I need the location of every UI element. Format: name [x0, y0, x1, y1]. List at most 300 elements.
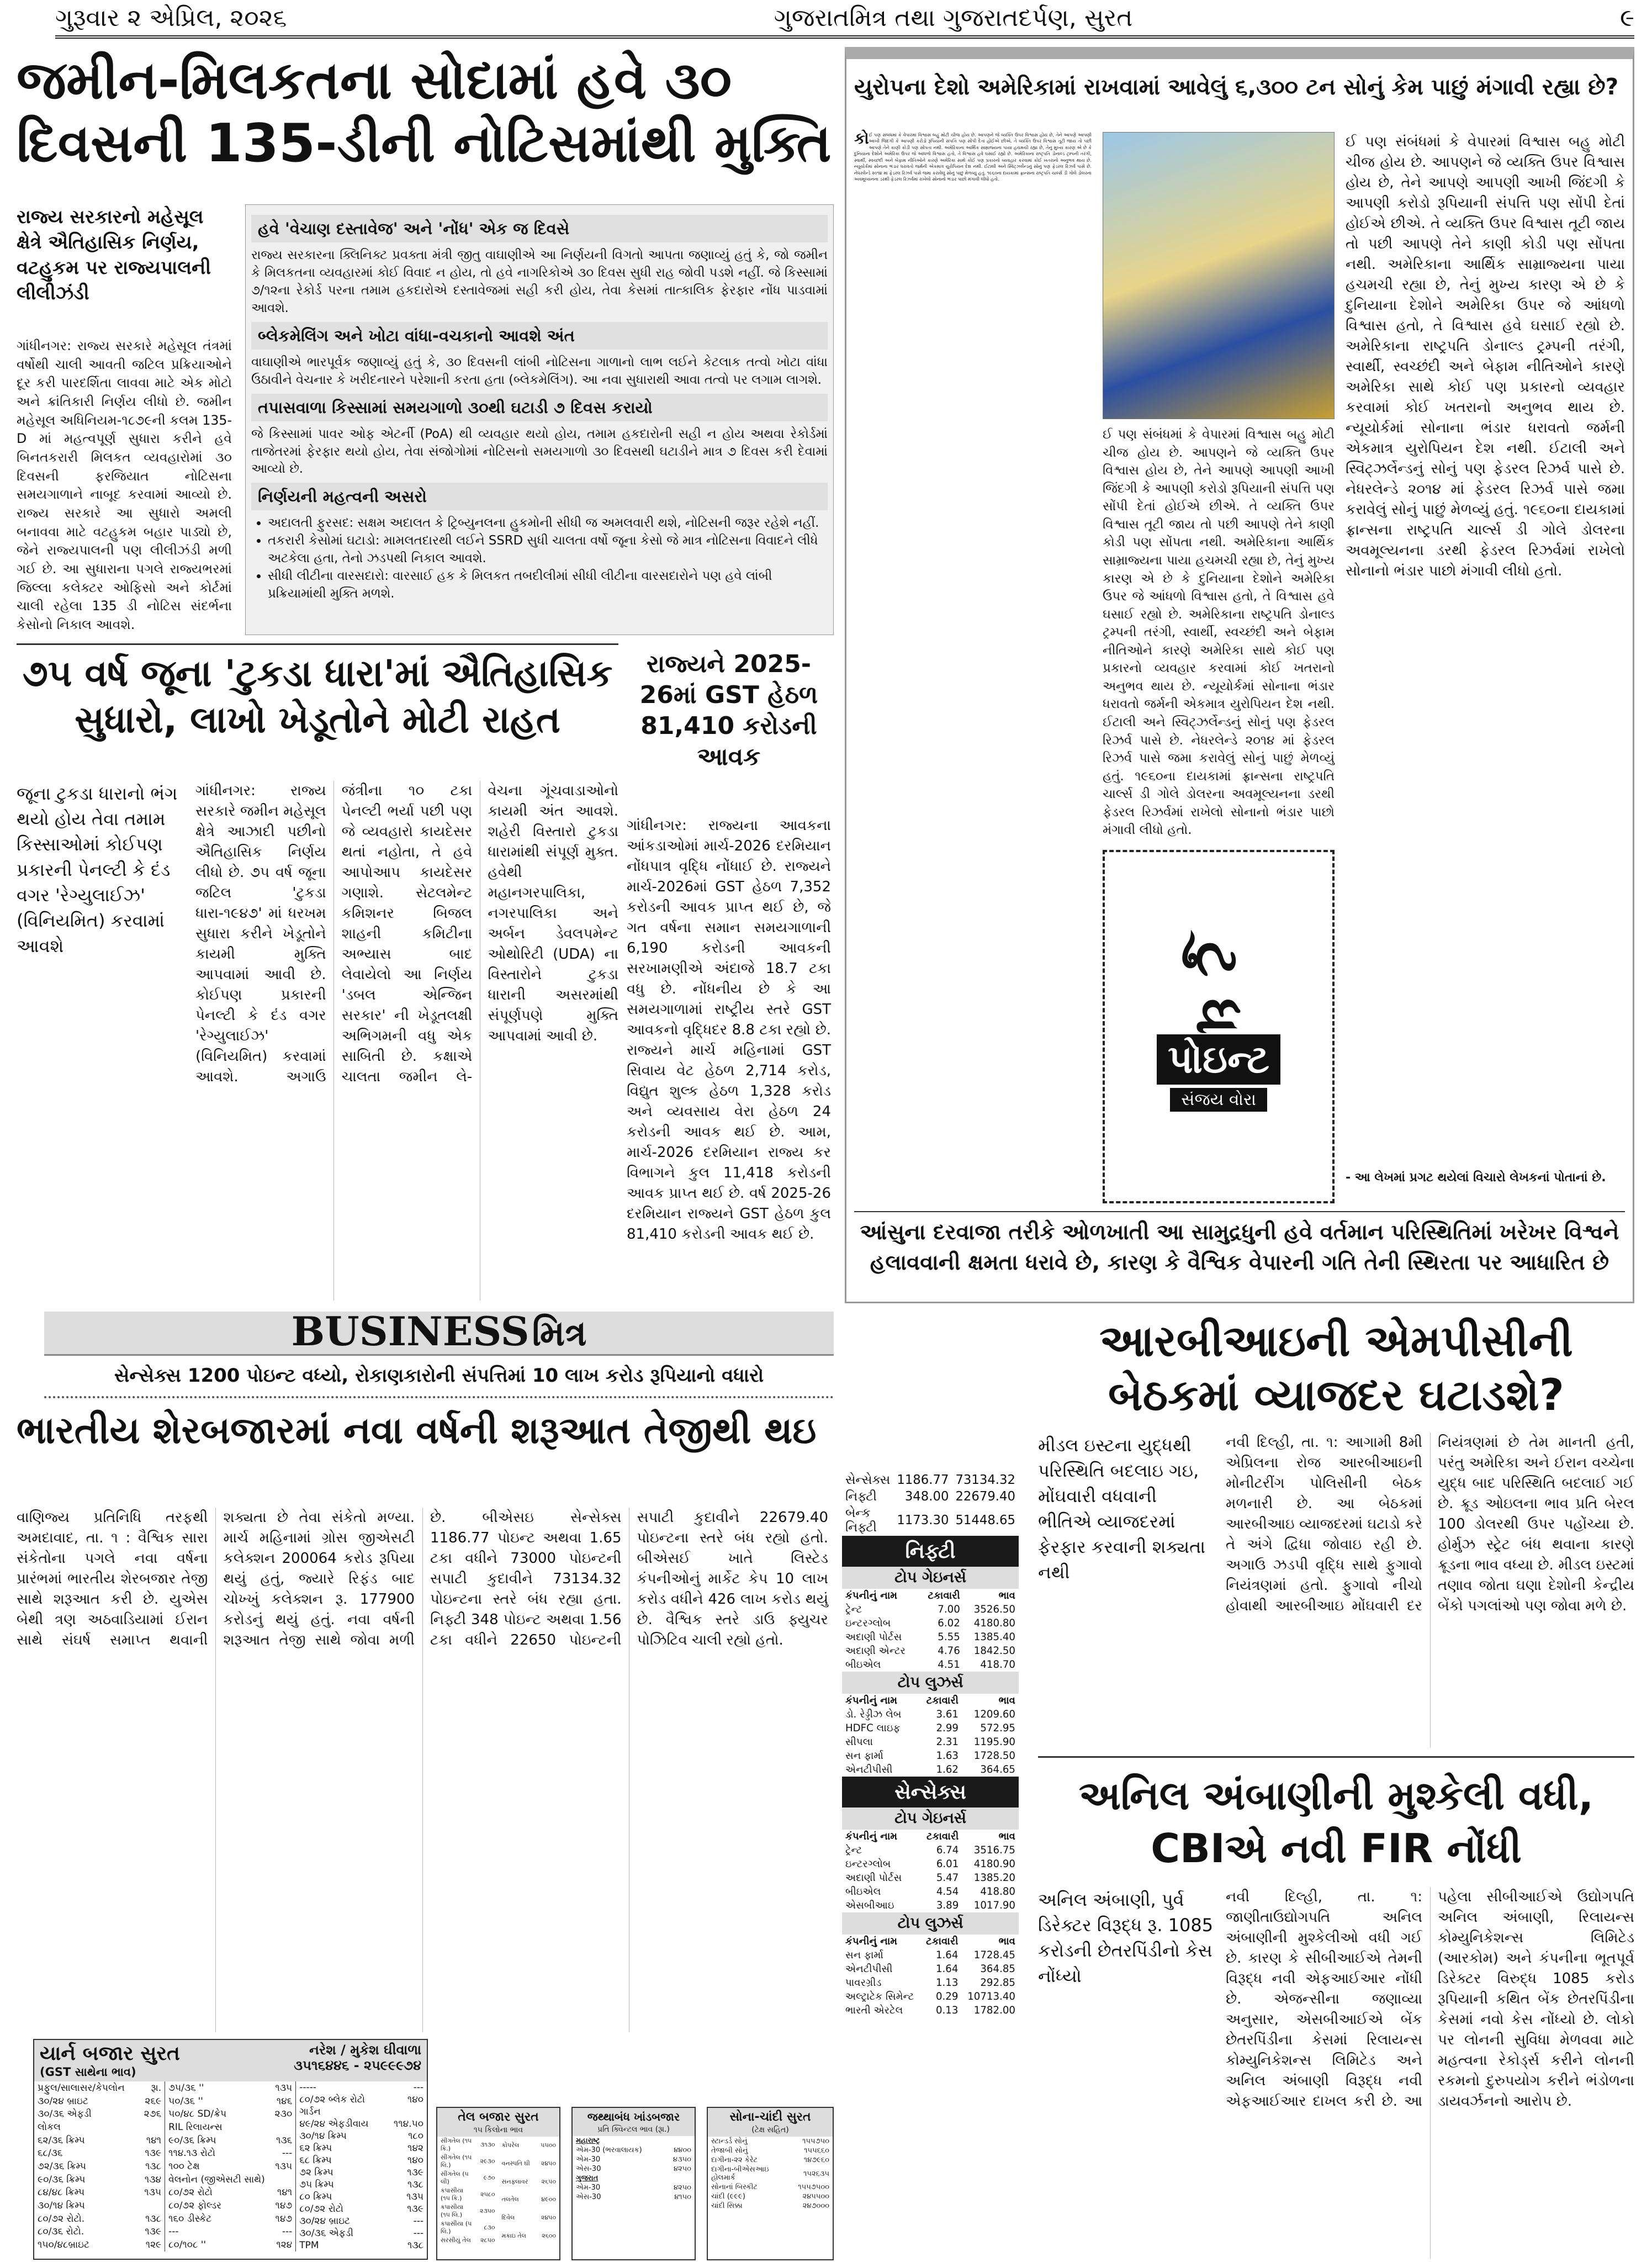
- gainers-header: ટોપ ગેઇનર્સ: [842, 1808, 1019, 1830]
- table-row: [165, 2238, 296, 2252]
- row-label: સીંગતેલ (૧૫ લિ.): [441, 2154, 472, 2169]
- row-value: ૮૩૦: [484, 2224, 495, 2231]
- row-value: ૧૩૬: [276, 2134, 293, 2146]
- row-value: 418.70: [980, 1659, 1015, 1671]
- row-label: સેન્સેક્સ: [845, 1473, 891, 1487]
- row-label: ૯૦/૩૬ ક્રિમ્પ: [168, 2134, 216, 2146]
- row-value: 4.51: [938, 1659, 960, 1671]
- row-value: ૧૩૫: [144, 2187, 162, 2198]
- row-label: ટ્રેન્ટ: [845, 1604, 862, 1615]
- table-row: [34, 2147, 165, 2160]
- row-label: સન ફાર્મા: [845, 1949, 883, 1961]
- row-label: ૬૨/૩૬ ક્રિમ્પ: [38, 2134, 85, 2146]
- table-row: [842, 1505, 1019, 1536]
- row-label: ---: [168, 2226, 179, 2238]
- row-label: ૮૦/૭૨ ફોલ્ડર: [168, 2200, 221, 2212]
- headline: [1038, 1314, 1634, 1425]
- row-label: ૫૦/૪૮ SD/ક્રેપ: [168, 2108, 227, 2120]
- row-value: 1782.00: [973, 2005, 1015, 2016]
- table-row: [842, 1658, 1019, 1672]
- row-value: [138, 2121, 165, 2134]
- row-label: નિફ્ટી: [845, 1489, 877, 1504]
- business-masthead: [44, 1308, 834, 1356]
- contact-phone: ૩૫૧૬૪૪૬ - ૨૫૯૯૯૭૪: [294, 2058, 421, 2073]
- row-value: ૧૫૨૬૩૫: [803, 2169, 829, 2178]
- row-value: ૨૪૫૫૦૦: [802, 2192, 829, 2201]
- row-value: 1.64: [935, 1949, 959, 1961]
- table-row: [437, 2203, 499, 2219]
- row-value: ૧૪૦: [407, 2094, 423, 2105]
- table-row: [34, 2107, 165, 2121]
- table-row: [842, 1630, 1019, 1644]
- row-value: ૪૨૫૦: [673, 2184, 691, 2192]
- row-value: ૫૫૦૦: [541, 2142, 556, 2149]
- table-row: [842, 1899, 1019, 1912]
- table-row: [296, 2239, 427, 2252]
- table-row: [296, 2106, 427, 2118]
- row-value: 1.64: [935, 1963, 959, 1975]
- row-value: ૧૨૯: [145, 2239, 162, 2251]
- effects-list: [251, 515, 828, 603]
- table-row: [296, 2227, 427, 2239]
- table-row: [573, 2183, 695, 2192]
- sidebar-text: જે કિસ્સામાં પાવર ઓફ એટર્ની (PoA) થી વ્યવહાર થયો હોય, તમામ હકદારોની સહી ન હોય અથવા રેકોર્ડમાં તાજેતરમાં ફેરફાર થયો હોય, તેવા સંજોગોમાં નોટિસનો સમયગાળો ૩૦ દિવસથી ઘટાડીને માત્ર ૭ દિવસ કરી દેવામાં આવ્યો છે.: [251, 426, 828, 477]
- row-label: કપાસીયા (૧૫ કિ.): [441, 2187, 464, 2202]
- author-name: સંજય વોરા: [1170, 1088, 1267, 1112]
- losers-header: ટોપ લુઝર્સ: [842, 1672, 1019, 1694]
- table-row: [296, 2203, 427, 2215]
- business-headline: [17, 1405, 834, 1499]
- story-body: નવી દિલ્હી, તા. ૧: જાણીતાઉદ્યોગપતિ અનિલ અંબાણીની મુશ્કેલીઓ વધી ગઈ છે. કારણ કે સીબીઆઈએ તેમની વિરૂદ્ધ નવી એફઆઈઆર નોંધી છે. એજન્સીના જણાવ્યા અનુસાર, એસબીઆઈએ બેંક છેતરપિંડીના કેસમાં રિલાયન્સ કોમ્યુનિકેશન્સ લિમિટેડ અને અનિલ અંબાણી વિરૂદ્ધ નવી એફઆઈઆર દાખલ કરી છે. આ પહેલા સીબીઆઈએ ઉદ્યોગપતિ અનિલ અંબાણી, રિલાયન્સ કોમ્યુનિકેશન્સ લિમિટેડ (આરકોમ) અને કંપનીના ભૂતપૂર્વ ડિરેક્ટર વિરુદ્ધ 1085 કરોડ રૂપિયાની કથિત બેંક છેતરપિંડીના કેસમાં નવો કેસ નોંધ્યો છે. લોકો પર લોનની સુવિધા મેળવવા માટે મહત્વના રેકોર્ડ્સ કરીને લોનની રકમનો દુરુપયોગ કરીને ભંડોળના ડાયવર્ઝનનો આરોપ છે.: [1226, 1889, 1634, 2110]
- row-value: 6.74: [936, 1845, 959, 1856]
- row-value: 4180.90: [973, 1858, 1015, 1870]
- row-value: 1173.30: [897, 1513, 949, 1528]
- row-label: પાવરગ્રીડ: [845, 1977, 882, 1989]
- row-value: [384, 2106, 427, 2118]
- row-label: ૯૦/૩૬ ક્રિમ્પ: [38, 2174, 86, 2185]
- group-row: [573, 2174, 695, 2183]
- row-value: ---: [282, 2148, 293, 2159]
- row-value: 3516.75: [973, 1845, 1015, 1856]
- table-subtitle: ૧૫ કિલોના ભાવ: [473, 2126, 523, 2134]
- row-label: ૧૫૦/૪૮બ્રાઇટ: [38, 2239, 89, 2251]
- table-subtitle: (ટેક્ષ સહિત): [751, 2126, 789, 2134]
- row-label: અદાણી એન્ટર: [845, 1645, 906, 1657]
- row-value: 2.31: [936, 1736, 959, 1748]
- row-value: ૧૮૦: [408, 2131, 423, 2142]
- headline-line: બેઠકમાં વ્યાજદર ઘટાડશે?: [1108, 1371, 1564, 1420]
- row-label: સીંગતેલ (૧૫ કિ.): [441, 2137, 472, 2152]
- row-label: દાગીના-બીએસઆઇ હોલમાર્ક: [711, 2165, 769, 2182]
- column-header: કંપનીનું નામ: [845, 1831, 898, 1842]
- group-label: મહારાષ્ટ્ર: [576, 2137, 600, 2145]
- table-row: [842, 1885, 1019, 1899]
- headline-line: યુરોપના દેશો અમેરિકામાં રાખવામાં આવેલું ૬,૩૦૦ ટન સોનું કેમ પાછું મંગાવી રહ્યા છે?: [854, 73, 1619, 100]
- table-row: [437, 2170, 499, 2186]
- table-row: [165, 2147, 296, 2160]
- column-header: ટકાવારી: [926, 1695, 959, 1706]
- column-header: કંપનીનું નામ: [845, 1590, 898, 1602]
- row-label: બીઇએલ: [845, 1886, 881, 1898]
- group-row: [573, 2136, 695, 2145]
- row-value: ૧૪૬: [276, 2095, 293, 2107]
- row-label: એસબીઆઇ: [845, 1900, 894, 1911]
- table-row: [573, 2145, 695, 2155]
- row-value: ૧૩૮: [407, 2240, 423, 2251]
- subhead-text: સેન્સેક્સ 1200 પોઇન્ટ વધ્યો, રોકાણકારોની સંપત્તિમાં 10 લાખ કરોડ રૂપિયાનો વધારો: [114, 1365, 764, 1387]
- row-label: ૩૦/૨૪ બ્રાઇટ: [299, 2216, 351, 2227]
- table-row: [34, 2186, 165, 2200]
- table-row: [34, 2081, 165, 2095]
- row-value: 6.01: [936, 1858, 959, 1870]
- column-header: ભાવ: [998, 1936, 1015, 1947]
- story-body: ઈ પણ સંબંધમાં કે વેપારમાં વિશ્વાસ બહુ મોટી ચીજ હોય છે. આપણને જે વ્યક્તિ ઉપર વિશ્વાસ હોય છે, તેને આપણે આપણી આખી જિંદગી કે આપણી કરોડો રૂપિયાની સંપત્તિ પણ સોંપી દેતાં હોઈએ છીએ. તે વ્યક્તિ ઉપર વિશ્વાસ તૂટી જાય તો પછી આપણે તેને કાણી કોડી પણ સોંપતા નથી. અમેરિકાના આર્થિક સામ્રાજ્યના પાયા હચમચી રહ્યા છે, તેનું મુખ્ય કારણ એ છે કે દુનિયાના દેશોને અમેરિકા ઉપર જે આંધળો વિશ્વાસ હતો, તે વિશ્વાસ હવે ઘસાઈ રહ્યો છે. અમેરિકાના રાષ્ટ્રપતિ ડોનાલ્ડ ટ્રમ્પની તરંગી, સ્વાર્થી, સ્વચ્છંદી અને બેફામ નીતિઓને કારણે અમેરિકા સાથે કોઈ પણ પ્રકારનો વ્યવહાર કરવામાં કોઈ ખતરાનો અનુભવ થાય છે. ન્યૂયોર્કમાં સોનાના ભંડાર ધરાવતો જર્મની એકમાત્ર યુરોપિયન દેશ નથી. ઈટાલી અને સ્વિટ્ઝર્લેન્ડનું સોનું પણ ફેડરલ રિઝર્વ પાસે છે. નેધરલેન્ડે ૨૦૧૪ માં ફેડરલ રિઝર્વ પાસે જમા કરાવેલું સોનું પાછું મેળવ્યું હતું. ૧૯૬૦ના દાયકામાં ફ્રાન્સના રાષ્ટ્રપતિ ચાર્લ્સ ડી ગોલે ડોલરના અવમૂલ્યનના ડરથી ફેડરલ રિઝર્વમાં રાખેલો સોનાનો ભંડાર પાછો મંગાવી લીધો હતો.: [1103, 427, 1335, 838]
- row-label: દાગીના-૨૨ કેરેટ: [711, 2156, 758, 2164]
- row-label: સરસીયું તેલ: [441, 2237, 471, 2244]
- row-value: ૧૪૭: [275, 2213, 293, 2224]
- headline-line: સુધારો, લાખો ખેડૂતોને મોટી રાહત: [75, 697, 560, 741]
- table-row: [34, 2095, 165, 2108]
- row-label: બેન્ક નિફ્ટી: [845, 1506, 877, 1535]
- table-row: [34, 2134, 165, 2147]
- row-value: 0.13: [935, 2005, 959, 2016]
- row-value: ૯૭૦: [483, 2174, 495, 2181]
- row-label: વેલનોન (જીએસટી સાથે): [168, 2174, 265, 2185]
- row-label: કપાસીયા (૫ લિ.): [441, 2220, 472, 2235]
- table-row: [165, 2121, 296, 2134]
- row-label: એનટીપીસી: [845, 1764, 893, 1775]
- table-row: [437, 2236, 499, 2245]
- row-label: દિવેલ: [501, 2213, 515, 2221]
- table-row: [842, 1488, 1019, 1505]
- table-row: [842, 1857, 1019, 1871]
- contact-name: નરેશ / મુકેશ ઘીવાળા: [309, 2042, 421, 2058]
- sidebar-subhead: હવે 'વેચાણ દસ્તાવેજ' અને 'નોંધ' એક જ દિવસે: [251, 215, 828, 242]
- pull-quote: આંસુના દરવાજા તરીકે ઓળખાતી આ સામુદ્રધુની હવે વર્તમાન પરિસ્થિતિમાં ખરેખર વિશ્વને હલાવવાની ક્ષમતા ધરાવે છે, કારણ કે વૈશ્વિક વેપારની ગતિ તેની સ્થિરતા પર આધારિત છે: [854, 1211, 1625, 1294]
- row-value: 292.85: [980, 1977, 1015, 1989]
- row-value: 364.65: [980, 1764, 1015, 1775]
- list-item: • અદાલતી ફુરસદ: સક્ષમ અદાલત કે ટ્રિબ્યુનલના હુકમોની સીધી જ અમલવારી થશે, નોટિસની જરૂર રહેશે નહીં.: [268, 515, 828, 532]
- row-value: 22679.40: [955, 1489, 1015, 1504]
- row-value: ---: [282, 2226, 293, 2238]
- sugar-market-table: [571, 2107, 696, 2260]
- row-value: 4.76: [938, 1645, 960, 1657]
- table-row: [437, 2137, 499, 2153]
- table-row: [708, 2192, 833, 2201]
- table-row: [296, 2094, 427, 2106]
- row-value: ૨૬૦૦: [542, 2232, 556, 2239]
- table-row: [165, 2095, 296, 2108]
- headline-line: અનિલ અંબાણીની મુશ્કેલી વધી,: [1078, 1772, 1594, 1819]
- row-value: 1.62: [936, 1764, 959, 1775]
- story-intro: જૂના ટુકડા ધારાનો ભંગ થયો હોય તેવા તમામ કિસ્સાઓમાં કોઈપણ પ્રકારની પેનલ્ટી કે દંડ વગર 'રેગ્યુલાઈઝ' (વિનિયમિત) કરવામાં આવશે: [17, 783, 178, 956]
- table-row: [165, 2107, 296, 2121]
- rbi-story: [1038, 1314, 1634, 1748]
- row-label: સનફ્લાવર: [501, 2178, 528, 2185]
- author-note: - આ લેખમાં પ્રગટ થયેલાં વિચારો લેખકનાં પોતાનાં છે.: [1346, 1171, 1606, 1185]
- headline: [1038, 1769, 1634, 1879]
- issue-date: ગુરૂવાર ૨ એપ્રિલ, ૨૦૨૬: [55, 3, 287, 32]
- row-value: 5.55: [938, 1631, 960, 1643]
- table-row: [165, 2226, 296, 2239]
- story-body: ઈ પણ સંબંધમાં કે વેપારમાં વિશ્વાસ બહુ મોટી ચીજ હોય છે. આપણને જે વ્યક્તિ ઉપર વિશ્વાસ હોય છે, તેને આપણે આપણી આખી જિંદગી કે આપણી કરોડો રૂપિયાની સંપત્તિ પણ સોંપી દેતાં હોઈએ છીએ. તે વ્યક્તિ ઉપર વિશ્વાસ તૂટી જાય તો પછી આપણે તેને કાણી કોડી પણ સોંપતા નથી. અમેરિકાના આર્થિક સામ્રાજ્યના પાયા હચમચી રહ્યા છે, તેનું મુખ્ય કારણ એ છે કે દુનિયાના દેશોને અમેરિકા ઉપર જે આંધળો વિશ્વાસ હતો, તે વિશ્વાસ હવે ઘસાઈ રહ્યો છે. અમેરિકાના રાષ્ટ્રપતિ ડોનાલ્ડ ટ્રમ્પની તરંગી, સ્વાર્થી, સ્વચ્છંદી અને બેફામ નીતિઓને કારણે અમેરિકા સાથે કોઈ પણ પ્રકારનો વ્યવહાર કરવામાં કોઈ ખતરાનો અનુભવ થાય છે. ન્યૂયોર્કમાં સોનાના ભંડાર ધરાવતો જર્મની એકમાત્ર યુરોપિયન દેશ નથી. ઈટાલી અને સ્વિટ્ઝર્લેન્ડનું સોનું પણ ફેડરલ રિઝર્વ પાસે છે. નેધરલેન્ડે ૨૦૧૪ માં ફેડરલ રિઝર્વ પાસે જમા કરાવેલું સોનું પાછું મેળવ્યું હતું. ૧૯૬૦ના દાયકામાં ફ્રાન્સના રાષ્ટ્રપતિ ચાર્લ્સ ડી ગોલે ડોલરના અવમૂલ્યનના ડરથી ફેડરલ રિઝર્વમાં રાખેલો સોનાનો ભંડાર પાછો મંગાવી લીધો હતો.: [1346, 134, 1625, 579]
- row-value: [271, 2173, 296, 2186]
- table-row: [499, 2227, 560, 2245]
- row-label: ૭૫ ક્રિમ્પ: [299, 2179, 334, 2190]
- table-row: [296, 2081, 427, 2094]
- row-label: તેજાબી સોનું: [711, 2147, 748, 2155]
- row-label: ૧૦૦ ટેક્ષ: [168, 2160, 200, 2172]
- row-label: ૪૯/૨૪ એફડીવાય: [299, 2118, 369, 2129]
- headline-line: દિવસની 135-ડીની નોટિસમાંથી મુક્તિ: [17, 113, 832, 174]
- row-value: ૧૩૫: [406, 2191, 423, 2202]
- table-row: [842, 1962, 1019, 1976]
- row-label: HDFC લાઇફ: [845, 1722, 901, 1734]
- row-label: ૧૬૦ ડીસ્કેટ: [168, 2213, 212, 2224]
- row-label: ગાર્ડન: [299, 2106, 321, 2117]
- headline: રાજ્યને 2025-26માં GST હેઠળ 81,410 કરોડની આવક: [639, 650, 818, 771]
- table-row: [296, 2166, 427, 2179]
- business-body: વાણિજ્ય પ્રતિનિધિ તરફથી અમદાવાદ, તા. ૧ : વૈશ્વિક સારા સંકેતોના પગલે નવા વર્ષના પ્રારંભમાં ભારતીય શેરબજાર તેજી સાથે શરૂઆત કરી છે. યુએસ બેથી ત્રણ અઠવાડિયામાં ઈરાન સાથે સંઘર્ષ સમાપ્ત થવાની શક્યતા છે તેવા સંકેતો મળ્યા. માર્ચ મહિનામાં ગ્રોસ જીએસટી કલેક્શન 200064 કરોડ રૂપિયા થયું હતું, જ્યારે રિફંડ બાદ ચોખ્ખું કલેક્શન રૂ. 177900 કરોડનું થયું હતું. નવા વર્ષની શરૂઆત તેજી સાથે જોવા મળી છે. બીએસઇ સેન્સેક્સ 1186.77 પોઇન્ટ અથવા 1.65 ટકા વધીને 73000 પોઇન્ટની સપાટી કુદાવીને 73134.32 પોઇન્ટના સ્તરે બંધ રહ્યા હતા. નિફ્ટી 348 પોઇન્ટ અથવા 1.56 ટકા વધીને 22650 પોઇન્ટની સપાટી કુદાવીને 22679.40 પોઇન્ટના સ્તરે બંધ રહ્યો હતો. બીએસઈ ખાતે લિસ્ટેડ કંપનીઓનું માર્કેટ કેપ 10 લાખ કરોડ વધીને 426 લાખ કરોડ થયું છે. વૈશ્વિક સ્તરે ડાઉ ફ્યુચર પોઝિટિવ ચાલી રહ્યો હતો.: [17, 1509, 828, 1648]
- page-number: ૯: [1619, 3, 1634, 32]
- row-value: ૧૩૪: [144, 2174, 162, 2185]
- row-label: સીંગતેલ (૫ લી): [441, 2170, 469, 2185]
- row-label: સન ફાર્મા: [845, 1750, 883, 1762]
- table-row: [842, 2004, 1019, 2017]
- row-value: 6.02: [938, 1618, 960, 1629]
- story-body: નવી દિલ્હી, તા. ૧: આગામી 8મી એપ્રિલના રોજ આરબીઆઇની મોનીટરીંગ પોલિસીની બેઠક મળનારી છે. આ બેઠકમાં આરબીઆઇ વ્યાજદરમાં ઘટાડો કરે તે અંગે દ્વિધા જોવાઇ રહી છે. અગાઉ ઝડપી વૃદ્ધિ સાથે ફુગાવો નિયંત્રણમાં હતો. ફુગાવો નીચો હોવાથી આરબીઆઇ મોંઘવારી દર નિયંત્રણમાં છે તેમ માનતી હતી, પરંતુ અમેરિકા અને ઈરાન વચ્ચેના યુદ્ધ બાદ પરિસ્થિતિ બદલાઈ ગઈ છે. ક્રૂડ ઓઇલના ભાવ પ્રતિ બેરલ 100 ડોલરથી ઉપર પહોંચ્યા છે. હોર્મુઝ સ્ટ્રેટ બંધ થવાના કારણે ક્રૂડના ભાવ વધ્યા છે. મીડલ ઇસ્ટમાં તણાવ જોતા ઘણા દેશોની કેન્દ્રીય બેંકો પગલાંઓ પણ જોવા મળે છે.: [1226, 1434, 1634, 1614]
- headline: [17, 50, 834, 199]
- row-label: ૮૦/૭૨ રોટો: [299, 2203, 343, 2215]
- row-value: 3.61: [936, 1709, 959, 1720]
- row-value: ૧૫૫૭૫૦: [802, 2137, 829, 2145]
- row-value: 418.80: [980, 1886, 1015, 1898]
- illustration-image: [1103, 132, 1335, 419]
- list-item: • સીધી લીટીના વારસદારો: વારસાઈ હક કે મિલકત તબદીલીમાં સીધી લીટીના વારસદારોને પણ હવે લાંબી પ્રક્રિયામાંથી મુક્તિ મળશે.: [268, 568, 828, 603]
- row-value: ૨૪૫૦: [541, 2159, 556, 2167]
- table-row: [842, 1763, 1019, 1777]
- row-value: ૨૩૫૦: [479, 2207, 495, 2215]
- row-value: 1385.20: [973, 1872, 1015, 1884]
- body-text: ઈ પણ સંબંધમાં કે વેપારમાં વિશ્વાસ બહુ મોટી ચીજ હોય છે. આપણને જે વ્યક્તિ ઉપર વિશ્વાસ હોય છે, તેને આપણે આપણી આખી જિંદગી કે આપણી કરોડો રૂપિયાની સંપત્તિ પણ સોંપી દેતાં હોઈએ છીએ. તે વ્યક્તિ ઉપર વિશ્વાસ તૂટી જાય તો પછી આપણે તેને કાણી કોડી પણ સોંપતા નથી. અમેરિકાના આર્થિક સામ્રાજ્યના પાયા હચમચી રહ્યા છે, તેનું મુખ્ય કારણ એ છે કે દુનિયાના દેશોને અમેરિકા ઉપર જે આંધળો વિશ્વાસ હતો, તે વિશ્વાસ હવે ઘસાઈ રહ્યો છે. અમેરિકાના રાષ્ટ્રપતિ ડોનાલ્ડ ટ્રમ્પની તરંગી, સ્વાર્થી, સ્વચ્છંદી અને બેફામ નીતિઓને કારણે અમેરિકા સાથે કોઈ પણ પ્રકારનો વ્યવહાર કરવામાં કોઈ ખતરાનો અનુભવ થાય છે. ન્યૂયોર્કમાં સોનાના ભંડાર ધરાવતો જર્મની એકમાત્ર યુરોપિયન દેશ નથી. ઈટાલી અને સ્વિટ્ઝર્લેન્ડનું સોનું પણ ફેડરલ રિઝર્વ પાસે છે. નેધરલેન્ડે ૨૦૧૪ માં ફેડરલ રિઝર્વ પાસે જમા કરાવેલું સોનું પાછું મેળવ્યું હતું. ૧૯૬૦ના દાયકામાં ફ્રાન્સના રાષ્ટ્રપતિ ચાર્લ્સ ડી ગોલે ડોલરના અવમૂલ્યનના ડરથી ફેડરલ રિઝર્વમાં રાખેલો સોનાનો ભંડાર પાછો મંગાવી લીધો હતો.: [854, 133, 1092, 182]
- headline: [854, 71, 1625, 124]
- column-header: કંપનીનું નામ: [845, 1695, 898, 1706]
- row-label: ૮૪/૪૮ ક્રિમ્પ: [38, 2187, 85, 2198]
- row-label: ૧૧૪.૧૩ રોટો: [168, 2148, 215, 2159]
- table-row: [437, 2219, 499, 2236]
- row-label: સ્ટાન્ડર્ડ સોનું: [711, 2137, 748, 2145]
- row-value: 364.85: [980, 1963, 1015, 1975]
- row-value: ૪૩૫૦: [673, 2155, 691, 2164]
- row-label: ઇન્ટરગ્લોબ: [845, 1618, 891, 1629]
- row-label: ૮૦/૧૦૮ '': [168, 2239, 206, 2251]
- table-row: [296, 2179, 427, 2191]
- story-body: [854, 129, 1092, 1203]
- row-label: એમ-30 (ભરવાલાયક): [576, 2146, 642, 2154]
- row-label: એમ-30: [576, 2184, 601, 2192]
- table-row: [296, 2154, 427, 2166]
- row-value: 0.29: [935, 1991, 959, 2002]
- column-headers: [842, 1694, 1019, 1708]
- paper-name: ગુજરાતમિત્ર તથા ગુજરાતદર્પણ, સુરત: [774, 3, 1133, 32]
- row-value: 3.89: [936, 1900, 959, 1911]
- row-value: ૧૫૫૬૬૦: [804, 2147, 829, 2155]
- table-subtitle: (GST સાથેના ભાવ): [40, 2065, 136, 2079]
- row-label: સોનાનાં બિસ્કીટ: [711, 2183, 758, 2191]
- row-value: ૧૧૪.૫૦: [393, 2118, 423, 2129]
- row-value: 1195.90: [973, 1736, 1015, 1748]
- row-value: ૪૨૫૦: [673, 2165, 691, 2173]
- row-value: રૂા.: [151, 2082, 162, 2094]
- row-label: અલ્ટ્રાટેક સિમેન્ટ: [845, 1991, 914, 2002]
- gst-story: [627, 649, 831, 1301]
- table-row: [842, 1472, 1019, 1488]
- table-row: [165, 2081, 296, 2095]
- table-row: [165, 2199, 296, 2212]
- row-label: ટ્રેન્ટ: [845, 1845, 862, 1856]
- row-label: ૮૦/૩૬ રોટો.: [38, 2226, 84, 2238]
- column-header: ટકાવારી: [926, 1936, 959, 1947]
- table-subtitle: પ્રતિ ક્વિન્ટલ ભાવ (રૂા.): [597, 2125, 670, 2134]
- row-value: ૪૯૦૦: [541, 2196, 556, 2203]
- row-value: 1728.50: [973, 1750, 1015, 1762]
- row-label: TPM: [299, 2240, 319, 2251]
- row-label: RIL રિલાયન્સ: [168, 2121, 223, 2133]
- row-label: ૮૦/૭૨ બ્લેક રોટો: [299, 2094, 365, 2105]
- losers-header: ટોપ લુઝર્સ: [842, 1912, 1019, 1935]
- table-row: [842, 1843, 1019, 1857]
- table-row: [842, 1976, 1019, 1990]
- row-label: ૬૨ ક્રિમ્પ: [299, 2143, 332, 2154]
- table-title: સોના-ચાંદી સુરત: [729, 2110, 811, 2124]
- table-row: [499, 2155, 560, 2173]
- row-value: 1017.90: [973, 1900, 1015, 1911]
- column-header: ભાવ: [998, 1590, 1015, 1602]
- table-row: [842, 1749, 1019, 1763]
- table-row: [708, 2201, 833, 2211]
- page-header: [55, 0, 1634, 39]
- table-row: [499, 2191, 560, 2209]
- row-value: ૧૪૨: [407, 2143, 423, 2154]
- table-title: જથ્થાબંધ ખાંડબજાર: [587, 2110, 680, 2123]
- row-label: ૭૫/૩૬ '': [168, 2082, 204, 2094]
- gainers-header: ટોપ ગેઇનર્સ: [842, 1567, 1019, 1589]
- sidebar-subhead: બ્લેકમેલિંગ અને ખોટા વાંધા-વચકાનો આવશે અંત: [251, 322, 828, 350]
- row-label: ચાંદી સિક્કા: [711, 2202, 743, 2210]
- row-value: [271, 2121, 296, 2134]
- row-value: ૧૨૪: [276, 2239, 293, 2251]
- column-header: કંપનીનું નામ: [845, 1936, 898, 1947]
- table-row: [708, 2165, 833, 2182]
- story-tukda-dhara: [17, 643, 618, 1301]
- headline-line: ભારતીય શેરબજારમાં નવા વર્ષની શરૂઆત તેજીથી થઇ: [17, 1409, 817, 1452]
- row-label: ભારતી એરટેલ: [845, 2005, 903, 2016]
- row-value: ૨૭૬: [144, 2108, 162, 2120]
- row-label: ૬૮/૩૬: [38, 2148, 63, 2159]
- story-intro: મીડલ ઇસ્ટના યુદ્ધથી પરિસ્થિતિ બદલાઇ ગઇ, મોંઘવારી વધવાની ભીતિએ વ્યાજદરમાં ફેરફાર કરવાની શક્યતા નથી: [1038, 1435, 1206, 1583]
- row-value: ૨૫૮૦: [480, 2191, 495, 2198]
- row-label: ૮૦/૭૨ રોટો.: [38, 2213, 85, 2224]
- column-header: ટકાવારી: [926, 1831, 959, 1842]
- anil-ambani-story: [1038, 1756, 1634, 2259]
- table-row: [708, 2182, 833, 2192]
- row-value: ૧૪૭: [275, 2200, 293, 2212]
- table-row: [499, 2173, 560, 2191]
- drop-cap: કો: [854, 129, 869, 147]
- row-value: 5.47: [936, 1872, 959, 1884]
- row-label: પ્રફુલ/સાલાસર/કેપલોન: [38, 2082, 125, 2094]
- table-row: [499, 2137, 560, 2155]
- table-row: [296, 2191, 427, 2203]
- row-value: ૨૪૫૦: [541, 2213, 556, 2221]
- row-label: લોકલ: [38, 2121, 61, 2133]
- row-value: 4180.80: [973, 1618, 1015, 1629]
- nifty-header: નિફ્ટી: [842, 1536, 1019, 1567]
- row-label: ૩૦/૧૪ ક્રિમ્પ: [38, 2200, 85, 2212]
- row-value: 572.95: [980, 1722, 1015, 1734]
- table-row: [573, 2164, 695, 2174]
- row-value: ૩૧૩૦: [480, 2141, 495, 2148]
- row-value: ૧૪૦: [407, 2155, 423, 2166]
- row-label: ડો. રેડ્ડીઝ લેબ: [845, 1709, 902, 1720]
- row-label: અદાણી પોર્ટસ: [845, 1872, 902, 1884]
- row-value: ૧૪૭૯૬૦: [803, 2156, 829, 2164]
- table-row: [34, 2199, 165, 2212]
- row-label: ચાંદી (૯૯૯): [711, 2192, 745, 2201]
- column-headers: [842, 1935, 1019, 1948]
- row-value: 1.13: [935, 1977, 959, 1989]
- row-value: 1.63: [936, 1750, 959, 1762]
- table-row: [842, 1603, 1019, 1616]
- row-value: [138, 2199, 165, 2212]
- table-row: [842, 1871, 1019, 1885]
- row-value: 2.99: [936, 1722, 959, 1734]
- table-row: [165, 2173, 296, 2186]
- row-label: બીઇએલ: [845, 1659, 881, 1671]
- table-row: [34, 2238, 165, 2252]
- column-header: ભાવ: [998, 1831, 1015, 1842]
- row-value: ૧૩૯: [407, 2203, 423, 2215]
- headline-line: ૭૫ વર્ષ જૂના 'ટુકડા ધારા'માં ઐતિહાસિક: [22, 652, 613, 695]
- row-label: તલતેલ: [501, 2196, 519, 2203]
- market-table: [842, 1472, 1019, 2099]
- table-row: [573, 2192, 695, 2202]
- row-value: 51448.65: [955, 1513, 1015, 1528]
- column-headers: [842, 1830, 1019, 1843]
- row-label: સીપલા: [845, 1736, 873, 1748]
- row-label: વનસ્પતિ ઘી: [501, 2159, 530, 2167]
- table-row: [296, 2130, 427, 2142]
- table-row: [708, 2146, 833, 2155]
- to-the-point-logo: [1103, 850, 1335, 1203]
- story-land-notice: [17, 50, 834, 635]
- table-row: [842, 1708, 1019, 1721]
- row-value: ૧૩૯: [145, 2148, 162, 2159]
- group-label: ગુજરાત: [576, 2174, 599, 2182]
- row-label: ૩૦/૨૪ બ્રાઇટ: [38, 2095, 88, 2107]
- row-label: એનટીપીસી: [845, 1963, 893, 1975]
- row-label: એસ-30: [576, 2193, 601, 2201]
- table-row: [437, 2186, 499, 2203]
- table-row: [165, 2134, 296, 2147]
- table-row: [165, 2212, 296, 2226]
- table-row: [708, 2137, 833, 2146]
- row-value: ૨૩૦: [274, 2108, 293, 2120]
- headline-line: જમીન-મિલકતના સોદામાં હવે ૩૦: [17, 50, 732, 111]
- table-row: [34, 2173, 165, 2186]
- row-label: ૫૦/૩૬ '': [168, 2095, 203, 2107]
- row-value: ૪૧૫૦: [674, 2193, 691, 2201]
